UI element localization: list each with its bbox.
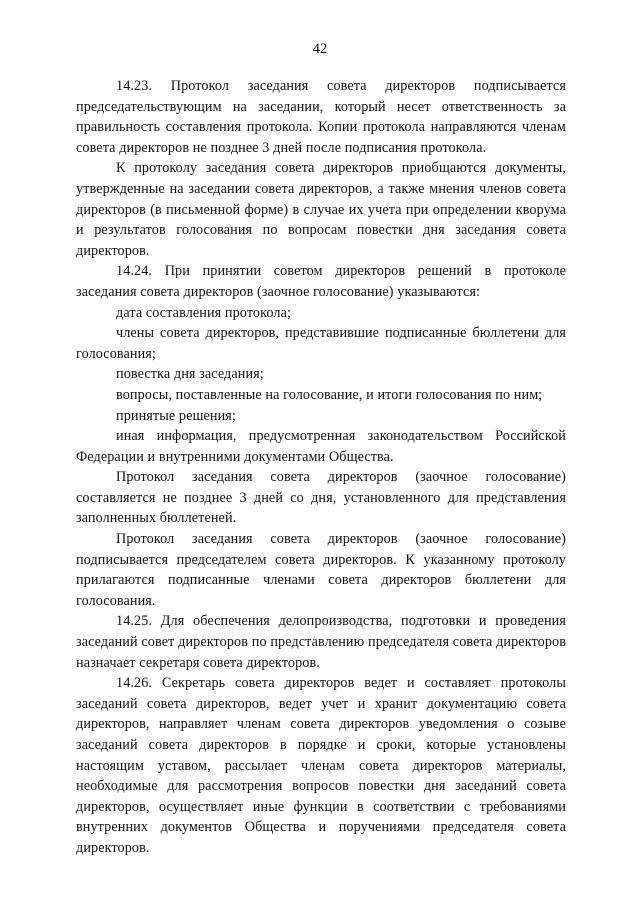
paragraph-14-25: 14.25. Для обеспечения делопроизводства, подготовки и проведения заседаний совет директоров по представлению председателя совета директоров назначает секретаря совета директоров. xyxy=(76,613,566,671)
list-item-agenda: повестка дня заседания; xyxy=(116,366,264,383)
document-body xyxy=(76,76,566,859)
list-item-questions: вопросы, поставленные на голосование, и итоги голосования по ним; xyxy=(116,386,543,403)
paragraph-attachments: К протоколу заседания совета директоров приобщаются документы, утвержденные на заседании совета директоров, а также мнения членов совета директоров (в письменной форме) в случае их учета при определении кворума и результатов голосования по вопросам повестки дня заседания совета директоров. xyxy=(76,160,566,259)
paragraph-protocol-signing: Протокол заседания совета директоров (заочное голосование) подписывается председателем совета директоров. К указанному протоколу прилагаются подписанные членами совета директоров бюллетени для голосования. xyxy=(76,531,566,609)
paragraph-14-23: 14.23. Протокол заседания совета директоров подписывается председательствующим на заседании, который несет ответственность за правильность составления протокола. Копии протокола направляются членам совета директоров не позднее 3 дней после подписания протокола. xyxy=(76,78,566,156)
page-number: 42 xyxy=(312,41,328,57)
list-item-decisions: принятые решения; xyxy=(116,407,236,424)
list-item-other-info: иная информация, предусмотренная законодательством Российской Федерации и внутренними документами Общества. xyxy=(76,428,566,465)
paragraph-14-26: 14.26. Секретарь совета директоров ведет и составляет протоколы заседаний совета директоров, ведет учет и хранит документацию совета директоров, направляет членам совета директоров уведомления о созыве заседаний совета директоров в порядке и сроки, которые установлены настоящим уставом, рассылает членам совета директоров материалы, необходимые для рассмотрения вопросов повестки дня заседаний совета директоров, осуществляет иные функции в соответствии с требованиями внутренних документов Общества и поручениями председателя совета директоров. xyxy=(76,675,566,856)
list-item-members: члены совета директоров, представившие подписанные бюллетени для голосования; xyxy=(76,325,566,362)
paragraph-14-24: 14.24. При принятии советом директоров решений в протоколе заседания совета директоров (заочное голосование) указываются: xyxy=(76,263,566,300)
paragraph-protocol-deadline: Протокол заседания совета директоров (заочное голосование) составляется не позднее 3 дней со дня, установленного для представления заполненных бюллетеней. xyxy=(76,469,566,527)
list-item-protocol-date: дата составления протокола; xyxy=(116,304,292,321)
